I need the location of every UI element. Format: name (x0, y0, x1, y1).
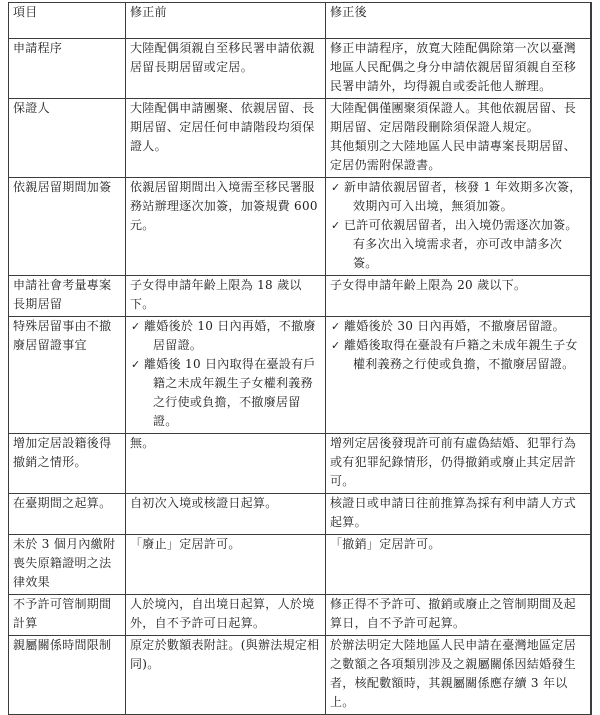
table-row (9, 276, 591, 317)
header-before-column: 修正前 (126, 3, 326, 39)
check-item-text: 離婚後於 30 日內再婚，不撤廢居留證。 (344, 319, 565, 333)
check-list-item (130, 355, 321, 431)
before-cell (126, 434, 326, 494)
before-cell (126, 39, 326, 99)
cell-text: 子女得申請年齡上限為 20 歲以下。 (330, 278, 527, 292)
after-cell (326, 39, 591, 99)
table-row (9, 39, 591, 99)
table-row (9, 636, 591, 715)
item-cell: 申請社會考量專案長期居留 (9, 276, 126, 317)
cell-text: 核證日或申請日往前推算為採有利申請人方式起算。 (330, 496, 577, 529)
header-after-column: 修正後 (326, 3, 591, 39)
cell-text: 原定於數額表附註。(與辦法規定相同)。 (130, 638, 320, 671)
check-list-item (330, 317, 586, 336)
check-icon: ✓ (331, 320, 341, 333)
check-list-item (130, 317, 321, 355)
table-row (9, 99, 591, 178)
before-cell (126, 99, 326, 178)
cell-text: 修正得不予許可、撤銷或廢止之管制期間及起算日，自不予許可起算。 (330, 597, 577, 630)
after-cell (326, 494, 591, 535)
table-row (9, 595, 591, 636)
table-row (9, 317, 591, 434)
item-cell: 親屬關係時間限制 (9, 636, 126, 715)
item-cell: 未於 3 個月內繳附喪失原籍證明之法律效果 (9, 535, 126, 595)
item-cell: 依親居留期間加簽 (9, 178, 126, 276)
before-cell (126, 178, 326, 276)
after-cell (326, 178, 591, 276)
item-cell: 不予許可管制期間計算 (9, 595, 126, 636)
item-cell: 特殊居留事由不撤廢居留證事宜 (9, 317, 126, 434)
before-cell (126, 535, 326, 595)
check-item-text: 已許可依親居留者，出入境仍需逐次加簽。有多次出入境需求者，亦可改申請多次簽。 (344, 218, 578, 270)
table-row (9, 535, 591, 595)
check-icon: ✓ (331, 339, 341, 352)
table-row (9, 434, 591, 494)
check-list-item (330, 178, 586, 216)
amendment-comparison-table (8, 2, 592, 715)
cell-text: 依親居留期間出入境需至移民署服務站辦理逐次加簽，加簽規費 600 元。 (130, 180, 318, 232)
check-list-item (330, 336, 586, 374)
before-cell (126, 636, 326, 715)
cell-text: 大陸配偶僅團聚須保證人。其他依親居留、長期居留、定居階段刪除須保證人規定。 (330, 101, 577, 134)
header-item-column: 項目 (9, 3, 126, 39)
table-row (9, 494, 591, 535)
item-cell: 增加定居設籍後得撤銷之情形。 (9, 434, 126, 494)
check-item-text: 離婚後取得在臺設有戶籍之未成年親生子女權利義務之行使或負擔，不撤廢居留證。 (344, 338, 578, 371)
check-item-text: 離婚後 10 日內取得在臺設有戶籍之未成年親生子女權利義務之行使或負擔，不撤廢居留證。 (144, 357, 316, 428)
after-cell (326, 535, 591, 595)
check-icon: ✓ (331, 219, 341, 232)
cell-text: 大陸配偶申請團聚、依親居留、長期居留、定居任何申請階段均須保證人。 (130, 101, 315, 153)
cell-text: 「撤銷」定居許可。 (330, 537, 441, 551)
cell-text: 無。 (130, 436, 155, 450)
after-cell (326, 434, 591, 494)
check-item-text: 新申請依親居留者，核發 1 年效期多次簽，效期內可入出境，無須加簽。 (344, 180, 582, 213)
check-icon: ✓ (131, 358, 141, 371)
check-list-item (330, 216, 586, 273)
item-cell: 保證人 (9, 99, 126, 178)
check-item-text: 離婚後於 10 日內再婚，不撤廢居留證。 (144, 319, 316, 352)
before-cell (126, 494, 326, 535)
cell-text: 大陸配偶須親自至移民署申請依親居留長期居留或定居。 (130, 41, 315, 74)
after-cell (326, 317, 591, 434)
before-cell (126, 276, 326, 317)
table-row (9, 178, 591, 276)
check-icon: ✓ (331, 181, 341, 194)
after-cell (326, 595, 591, 636)
after-cell (326, 636, 591, 715)
cell-text: 其他類別之大陸地區人民申請專案長期居留、定居仍需附保證書。 (330, 139, 577, 172)
item-cell: 申請程序 (9, 39, 126, 99)
check-icon: ✓ (131, 320, 141, 333)
cell-text: 子女得申請年齡上限為 18 歲以下。 (130, 278, 302, 311)
item-cell: 在臺期間之起算。 (9, 494, 126, 535)
table-header-row (9, 3, 591, 39)
after-cell (326, 276, 591, 317)
cell-text: 自初次入境或核證日起算。 (130, 496, 278, 510)
cell-text: 「廢止」定居許可。 (130, 537, 241, 551)
cell-text: 人於境內，自出境日起算，人於境外，自不予許可日起算。 (130, 597, 315, 630)
cell-text: 修正申請程序，放寬大陸配偶除第一次以臺灣地區人民配偶之身分申請依親居留須親自至移民署申請外，均得親自或委託他人辦理。 (330, 41, 577, 93)
cell-text: 增列定居後發現許可前有虛偽結婚、犯罪行為或有犯罪紀錄情形，仍得撤銷或廢止其定居許可。 (330, 436, 577, 488)
after-cell (326, 99, 591, 178)
before-cell (126, 317, 326, 434)
cell-text: 於辦法明定大陸地區人民申請在臺灣地區定居之數額之各項類別涉及之親屬關係因結婚發生者，核配數額時，其親屬關係應存續 3 年以上。 (330, 638, 577, 709)
before-cell (126, 595, 326, 636)
